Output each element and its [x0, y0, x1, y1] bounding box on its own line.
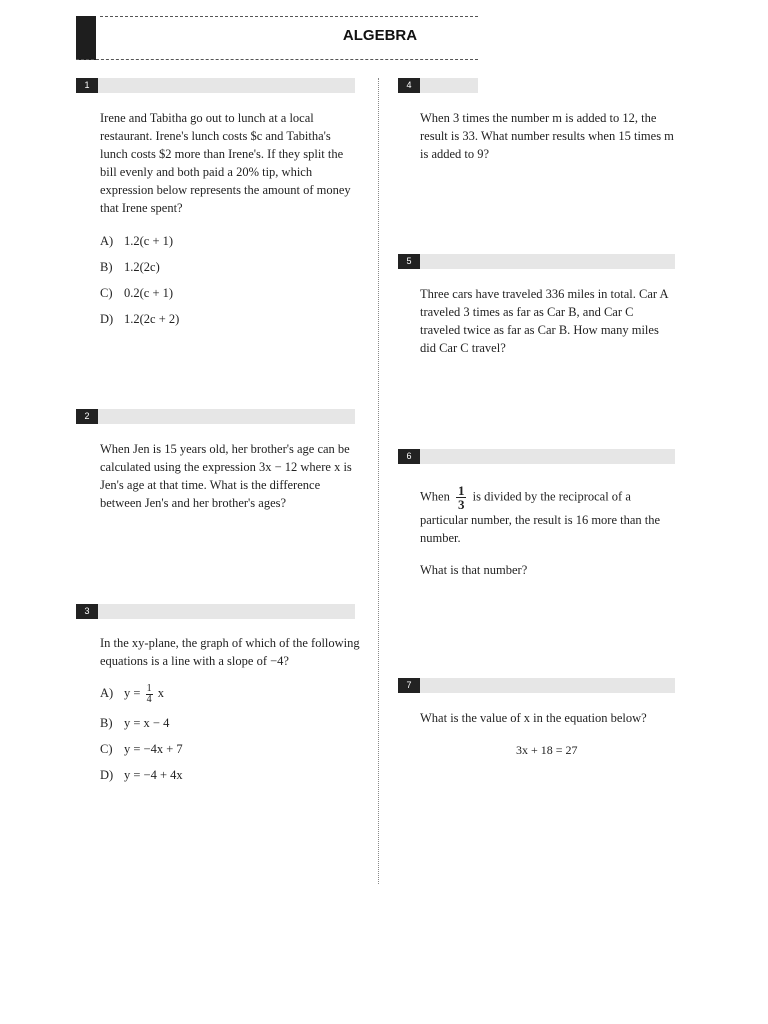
question-6-header	[398, 449, 675, 464]
question-3-option-d[interactable]: D) y = −4 + 4x	[100, 768, 183, 782]
question-3-prompt: In the xy-plane, the graph of which of the following equations is a line with a slope of −4?	[100, 636, 360, 668]
one-third-fraction: $\frac{1}{3}$	[457, 483, 465, 512]
question-1-header	[76, 78, 355, 93]
question-5-number: 5	[398, 254, 420, 269]
question-2-header	[76, 409, 355, 424]
question-1-option-b[interactable]: B) 1.2(2c)	[100, 260, 160, 274]
question-4-prompt: When 3 times the number m is added to 12, the result is 33. What number results when 15 times m is added to 9?	[420, 111, 674, 161]
question-7-equation: 3x + 18 = 27	[516, 743, 578, 757]
question-3-text	[100, 634, 360, 670]
question-6-prompt: When $\frac{1}{3}$ is divided by the reciprocal of a particular number, the result is 16 more than the number.	[420, 483, 661, 545]
question-3-option-c[interactable]: C) y = −4x + 7	[100, 742, 183, 756]
question-5-prompt: Three cars have traveled 336 miles in total. Car A traveled 3 times as far as Car B, and Car C traveled twice as far as Car B. How many miles did Car C travel?	[420, 287, 668, 355]
question-7-header	[398, 678, 675, 693]
question-1-text	[100, 109, 360, 217]
question-3-options	[100, 684, 300, 784]
question-6-number: 6	[398, 449, 420, 464]
page-title: ALGEBRA	[342, 27, 418, 44]
question-2-text	[100, 440, 360, 512]
question-6-followup: What is that number?	[420, 563, 528, 577]
header-dashed-line-top	[100, 16, 478, 17]
header-black-block	[76, 16, 96, 60]
question-7-number: 7	[398, 678, 420, 693]
question-1-options	[100, 234, 300, 334]
question-1-option-d[interactable]: D) 1.2(2c + 2)	[100, 312, 180, 326]
question-1-option-c[interactable]: C) 0.2(c + 1)	[100, 286, 174, 300]
column-divider	[378, 78, 379, 884]
question-6-text	[420, 484, 675, 579]
question-1-number: 1	[76, 78, 98, 93]
question-3-option-a-expr: y = $\frac{1}{4}$ x	[124, 683, 164, 705]
question-4-header	[398, 78, 478, 93]
question-2-number: 2	[76, 409, 98, 424]
question-2-prompt: When Jen is 15 years old, her brother's age can be calculated using the expression 3x − 12 where x is Jen's age at that time. What is the difference between Jen's and her brother's ages?	[100, 442, 352, 510]
question-7-text	[420, 709, 675, 727]
question-1-prompt: Irene and Tabitha go out to lunch at a local restaurant. Irene's lunch costs $c and Tabitha's lunch costs $2 more than Irene's. If they split the bill evenly and both paid a 20% tip, which expression below represents the amount of money that Irene spent?	[100, 111, 351, 215]
question-3-header	[76, 604, 355, 619]
question-4-number: 4	[398, 78, 420, 93]
question-7-prompt: What is the value of x in the equation below?	[420, 711, 647, 725]
question-3-number: 3	[76, 604, 98, 619]
question-3-option-b[interactable]: B) y = x − 4	[100, 716, 170, 730]
question-5-header	[398, 254, 675, 269]
question-1-option-a[interactable]: A) 1.2(c + 1)	[100, 234, 174, 248]
question-5-text	[420, 285, 675, 357]
header-dashed-line-bottom	[76, 59, 478, 60]
question-4-text	[420, 109, 675, 163]
question-3-option-a[interactable]: A) y = $\frac{1}{4}$ x	[100, 683, 164, 705]
